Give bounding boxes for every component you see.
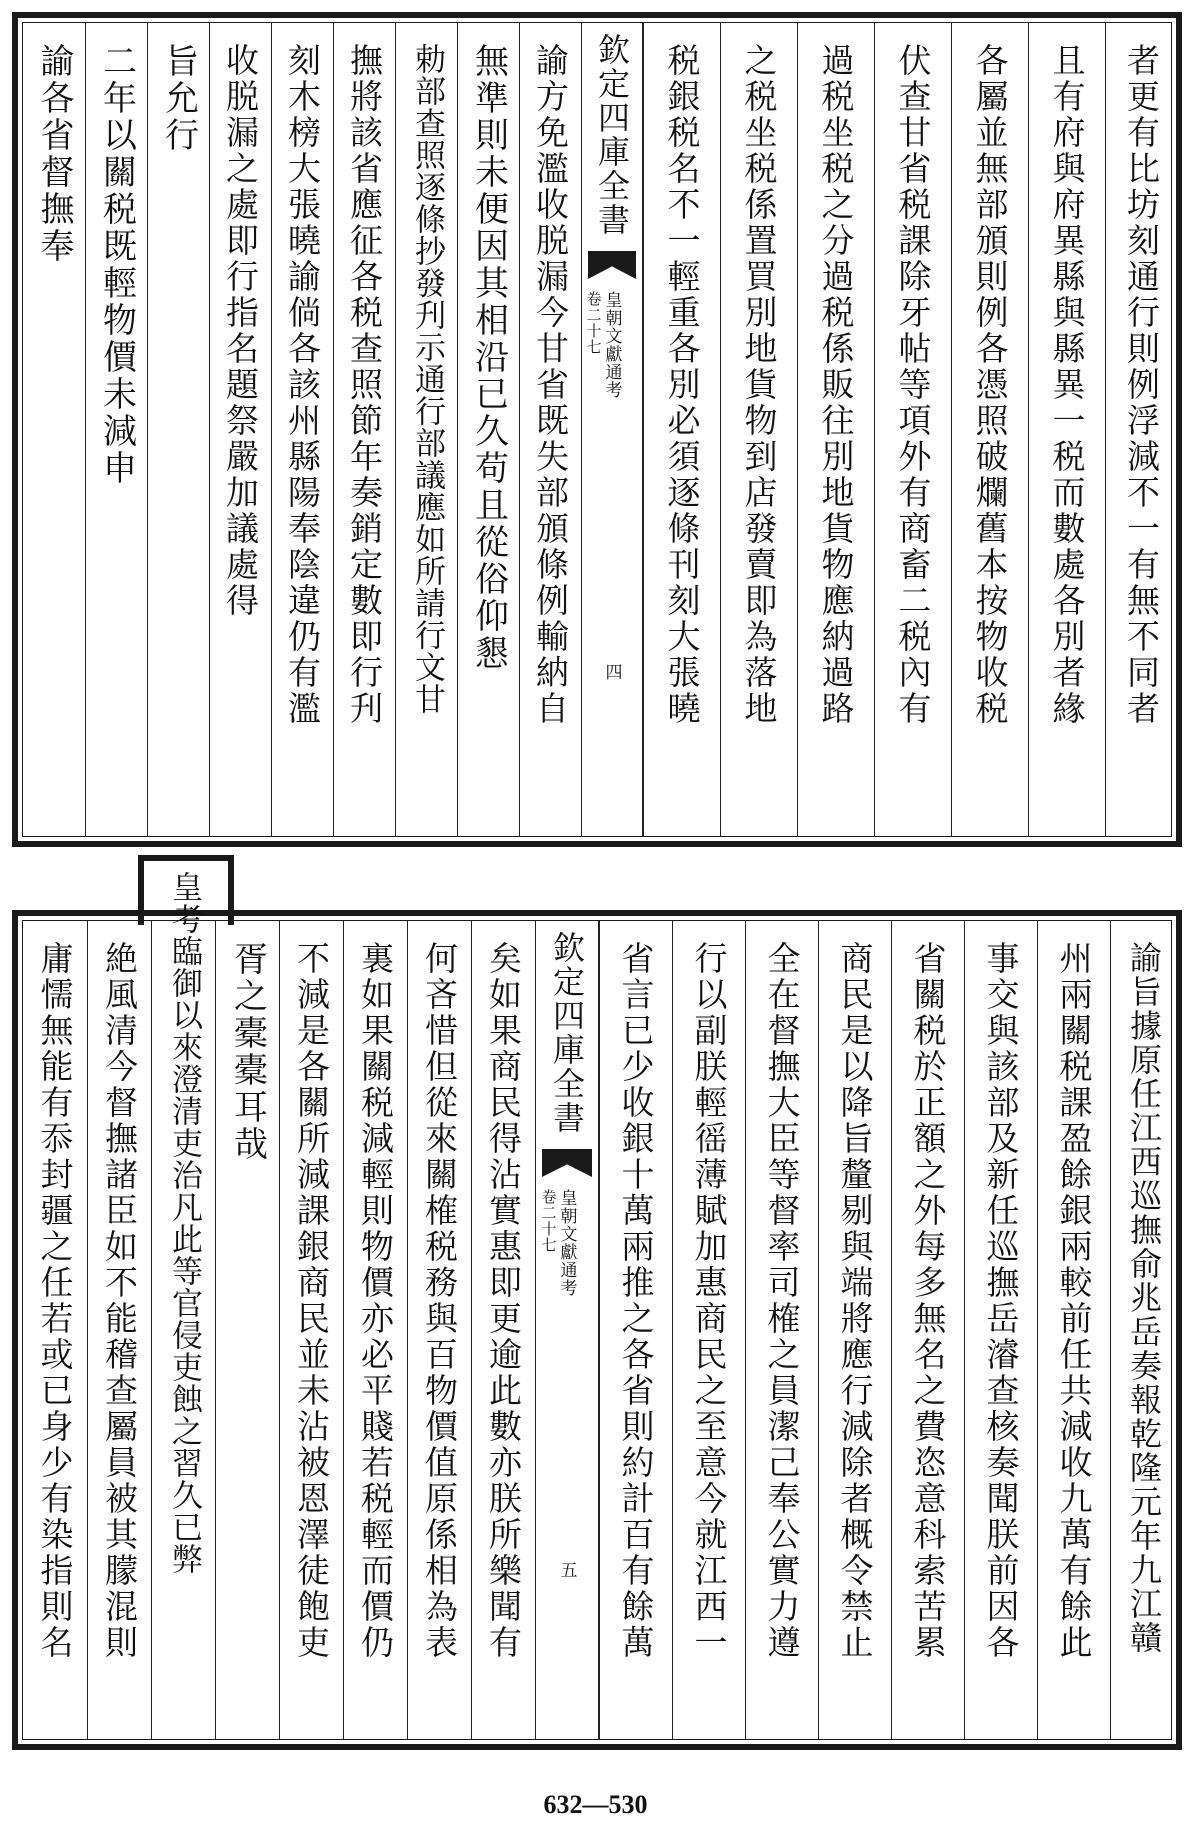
column-text: 勅部查照逐條抄發刋示通行部議應如所請行文甘 xyxy=(409,43,445,715)
column-text: 伏查甘省税課除牙帖等項外有商畜二税內有 xyxy=(893,43,933,727)
volume-label: 卷二十七 xyxy=(584,291,603,355)
text-column xyxy=(343,921,407,1739)
text-column xyxy=(1028,23,1105,836)
text-column xyxy=(1037,921,1110,1739)
text-column xyxy=(209,23,271,836)
column-text: 諭各省督撫奉 xyxy=(34,43,74,265)
text-column xyxy=(1110,921,1177,1739)
bottom-page xyxy=(0,855,1191,1755)
text-column xyxy=(891,921,964,1739)
text-column xyxy=(23,23,85,836)
bottom-page-frame xyxy=(12,871,1182,1750)
text-column xyxy=(333,23,395,836)
text-column xyxy=(279,921,343,1739)
page-number: 五 xyxy=(556,1561,577,1578)
center-column xyxy=(535,921,599,1739)
center-column xyxy=(581,23,643,836)
column-text: 旨允行 xyxy=(158,43,199,154)
text-column xyxy=(395,23,457,836)
column-text: 者更有比坊刻通行則例浮減不一有無不同者 xyxy=(1122,43,1161,727)
column-text: 且有府與府異縣與縣異一税而數處各別者緣 xyxy=(1047,43,1087,727)
text-column xyxy=(797,23,874,836)
column-text: 何吝惜但從來關榷税務與百物價值原係相為表 xyxy=(420,941,459,1661)
column-text: 省關税於正額之外每多無名之費恣意科索苦累 xyxy=(908,941,948,1661)
text-column xyxy=(85,23,147,836)
text-column xyxy=(87,921,151,1739)
column-text: 諭旨據原任江西巡撫俞兆岳奏報乾隆元年九江贛 xyxy=(1125,941,1163,1655)
text-column xyxy=(720,23,797,836)
text-column xyxy=(271,23,333,836)
text-column xyxy=(818,921,891,1739)
column-text: 二年以關税既輕物價未減申 xyxy=(96,43,137,487)
column-text: 過税坐税之分過税係販往別地貨物應納過路 xyxy=(816,43,856,727)
book-subtitle: 皇朝文獻通考 xyxy=(556,1189,577,1297)
column-text: 不減是各關所減課銀商民並未沾被恩澤徒飽吏 xyxy=(292,941,331,1661)
text-column xyxy=(215,921,279,1739)
column-text: 無準則未便因其相沿已久苟且從俗仰懇 xyxy=(468,43,509,672)
fishtail-mark xyxy=(588,251,636,279)
column-text: 税銀税名不一輕重各別必須逐條刊刻大張曉 xyxy=(662,43,702,727)
text-column xyxy=(457,23,519,836)
column-text: 皇考臨御以來澄清吏治凡此等官侵吏蝕之習久已弊 xyxy=(166,871,202,1575)
text-column xyxy=(745,921,818,1739)
column-text: 刻木榜大張曉諭倘各該州縣陽奉陰違仍有濫 xyxy=(283,43,322,727)
text-column xyxy=(23,921,87,1739)
text-column xyxy=(951,23,1028,836)
top-page xyxy=(0,0,1191,850)
text-column xyxy=(147,23,209,836)
text-column xyxy=(519,23,581,836)
volume-label: 卷二十七 xyxy=(539,1189,558,1253)
column-text: 各屬並無部頒則例各憑照破爛舊本按物收税 xyxy=(970,43,1010,727)
text-column xyxy=(643,23,720,836)
top-page-text-area xyxy=(22,22,1172,837)
column-text: 絶風清今督撫諸臣如不能稽查屬員被其朦混則 xyxy=(100,941,139,1661)
column-text: 事交與該部及新任巡撫岳濬查核奏聞朕前因各 xyxy=(981,941,1021,1661)
page-reference: 632—530 xyxy=(543,1790,648,1819)
column-text: 商民是以降旨釐剔與端將應行減除者概令禁止 xyxy=(835,941,875,1661)
column-text: 行以副朕輕徭薄賦加惠商民之至意今就江西一 xyxy=(689,941,729,1661)
column-text: 之税坐税係置買別地貨物到店發賣即為落地 xyxy=(739,43,779,727)
book-title: 欽定四庫全書 xyxy=(548,931,586,1135)
column-text: 省言已少收銀十萬兩推之各省則約計百有餘萬 xyxy=(616,941,656,1661)
column-text: 矣如果商民得沾實惠即更逾此數亦朕所樂聞有 xyxy=(484,941,523,1661)
text-column xyxy=(151,871,215,1739)
column-text: 州兩關税課盈餘銀兩較前任共減收九萬有餘此 xyxy=(1054,941,1094,1661)
text-column xyxy=(672,921,745,1739)
text-column xyxy=(471,921,535,1739)
column-text: 裏如果關税減輕則物價亦必平賤若税輕而價仍 xyxy=(356,941,395,1661)
page-number: 四 xyxy=(601,663,622,680)
column-text: 胥之橐橐耳哉 xyxy=(227,941,268,1163)
top-page-frame xyxy=(12,12,1182,847)
text-column xyxy=(1105,23,1177,836)
column-text: 諭方免濫收脱漏今甘省既失部頒條例輸納自 xyxy=(531,43,570,727)
column-text: 全在督撫大臣等督率司榷之員潔己奉公實力遵 xyxy=(762,941,802,1661)
column-text: 收脱漏之處即行指名題祭嚴加議處得 xyxy=(221,43,260,619)
text-column xyxy=(407,921,471,1739)
text-column xyxy=(874,23,951,836)
text-column xyxy=(964,921,1037,1739)
column-text: 庸懦無能有忝封疆之任若或已身少有染指則名 xyxy=(35,941,75,1661)
text-column xyxy=(599,921,672,1739)
column-text: 撫將該省應征各税查照節年奏銷定數即行刋 xyxy=(345,43,384,727)
book-title: 欽定四庫全書 xyxy=(593,33,631,237)
fishtail-mark xyxy=(542,1149,592,1177)
book-subtitle: 皇朝文獻通考 xyxy=(601,291,622,399)
bottom-page-text-area xyxy=(22,871,1172,1740)
